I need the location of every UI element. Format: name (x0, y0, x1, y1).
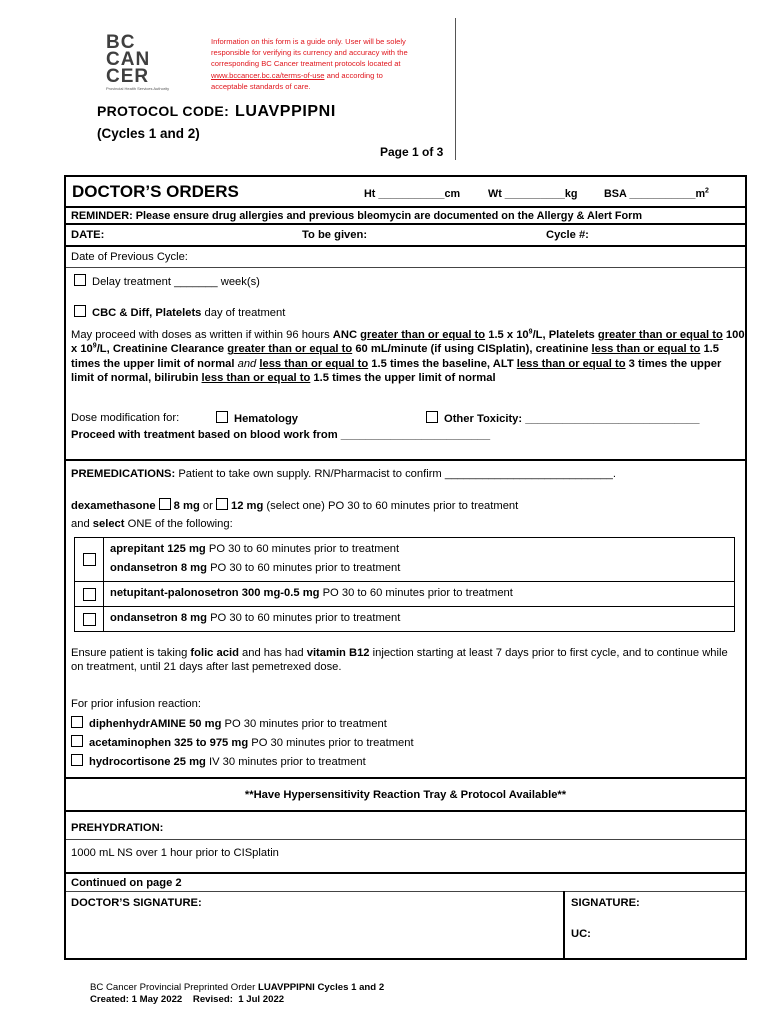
checkbox-icon[interactable] (74, 274, 86, 286)
uc-label[interactable]: UC: (571, 928, 591, 940)
doctors-orders-form (64, 175, 747, 960)
continued-note: Continued on page 2 (71, 877, 182, 889)
signature-label[interactable]: SIGNATURE: (571, 897, 640, 909)
antiemetic-option[interactable]: netupitant-palonosetron 300 mg-0.5 mg PO 30 to 60 minutes prior to treatment (75, 581, 734, 606)
checkbox-icon[interactable] (426, 411, 438, 423)
checkbox-icon[interactable] (74, 305, 86, 317)
header-divider (455, 18, 456, 160)
protocol-code-value: LUAVPPIPNI (235, 103, 336, 120)
height-field[interactable]: Ht ___________cm (364, 188, 461, 200)
disclaimer-line: Information on this form is a guide only. User will be solely (211, 37, 406, 46)
footer (90, 982, 384, 1006)
folic-acid-instruction: Ensure patient is taking folic acid and has had vitamin B12 injection starting at least 7 days prior to first cycle, and to continue while on treatment, until 21 days after last pemetrexed dose. (71, 647, 728, 674)
logo-subtitle: Provincial Health Services Authority (106, 86, 170, 91)
hematology-option[interactable]: Hematology (216, 411, 298, 426)
footer-line-1: BC Cancer Provincial Preprinted Order LUAVPPIPNI Cycles 1 and 2 (90, 982, 385, 993)
disclaimer-line: acceptable standards of care. (211, 81, 311, 91)
logo-line-1: BC (106, 32, 136, 53)
delay-treatment-option[interactable]: Delay treatment _______ week(s) (74, 274, 260, 289)
weight-field[interactable]: Wt __________kg (488, 188, 578, 200)
checkbox-icon[interactable] (71, 716, 83, 728)
cbc-option[interactable]: CBC & Diff, Platelets day of treatment (74, 305, 285, 320)
antiemetic-option[interactable]: ondansetron 8 mg PO 30 to 60 minutes prior to treatment (75, 606, 734, 631)
doctor-signature-label[interactable]: DOCTOR’S SIGNATURE: (71, 897, 202, 909)
select-one-label: and select ONE of the following: (71, 518, 233, 530)
checkbox-icon[interactable] (216, 498, 228, 510)
prior-infusion-label: For prior infusion reaction: (71, 698, 201, 710)
checkbox-icon[interactable] (159, 498, 171, 510)
bsa-field[interactable]: BSA $\_\_\_\_\_\_\_\_\_\_\_m^2$ (604, 187, 709, 200)
previous-cycle-label[interactable]: Date of Previous Cycle: (71, 251, 188, 263)
form-title: DOCTOR’S ORDERS (72, 182, 239, 201)
checkbox-icon[interactable] (216, 411, 228, 423)
disclaimer-line: www.bccancer.bc.ca/terms-of-use and according to (211, 70, 383, 80)
checkbox-icon[interactable] (83, 588, 96, 601)
signature-divider (563, 891, 565, 958)
dose-modification-label: Dose modification for: (71, 412, 180, 424)
reminder: REMINDER: Please ensure drug allergies and previous bleomycin are documented on the Allergy & Alert Form (71, 210, 643, 222)
footer-line-2: Created: 1 May 2022 Revised: 1 Jul 2022 (90, 994, 285, 1005)
antiemetic-option[interactable]: aprepitant 125 mg PO 30 to 60 minutes prior to treatment ondansetron 8 mg PO 30 to 60 minutes prior to treatment (75, 538, 734, 581)
infusion-option[interactable]: acetaminophen 325 to 975 mg PO 30 minutes prior to treatment (71, 735, 414, 750)
to-be-given-label[interactable]: To be given: (302, 229, 368, 241)
terms-link[interactable]: www.bccancer.bc.ca/terms-of-use (211, 70, 325, 80)
disclaimer-line: responsible for verifying its currency and accuracy with the (211, 48, 408, 58)
protocol-code: PROTOCOL CODE: LUAVPPIPNI (97, 103, 336, 120)
bc-cancer-logo (106, 34, 176, 91)
prehydration-text: 1000 mL NS over 1 hour prior to CISplatin (71, 847, 279, 859)
other-toxicity-option[interactable]: Other Toxicity: ____________________________ (426, 411, 699, 426)
prehydration-label: PREHYDRATION: (71, 822, 164, 834)
cycles-label: (Cycles 1 and 2) (97, 126, 200, 141)
date-label[interactable]: DATE: (71, 229, 105, 241)
hypersensitivity-notice: **Have Hypersensitivity Reaction Tray & Protocol Available** (244, 789, 567, 801)
checkbox-icon[interactable] (71, 735, 83, 747)
page-number: Page 1 of 3 (380, 145, 444, 159)
checkbox-icon[interactable] (83, 613, 96, 626)
logo-line-2: CAN (106, 49, 151, 70)
disclaimer-line: corresponding BC Cancer treatment protocols located at (211, 59, 401, 69)
logo-line-3: CER (106, 66, 150, 87)
proceed-blood-work[interactable]: Proceed with treatment based on blood work from ________________________ (71, 429, 491, 441)
antiemetic-table (74, 537, 735, 632)
dexamethasone-option[interactable]: dexamethasone 8 mg or 12 mg (select one) PO 30 to 60 minutes prior to treatment (71, 500, 519, 512)
premedications-header: PREMEDICATIONS: Patient to take own supply. RN/Pharmacist to confirm ___________________________. (71, 468, 616, 480)
infusion-option[interactable]: diphenhydrAMINE 50 mg PO 30 minutes prior to treatment (71, 716, 387, 731)
proceed-criteria: May proceed with doses as written if within 96 hours ANC greater than or equal to 1.5 x $10^9/L$, Platelets greater than or equal to 100 x $10^9/L$, Creatinine Clearance greater than or equal to 60 mL/minute (if using CISplatin), creatinine less than or equal to 1.5 times the upper limit of normal and less than or equal to 1.5 times the baseline, ALT less than or equal to 3 times the upper limit of normal, bilirubin less than or equal to 1.5 times the upper limit of normal (71, 328, 745, 385)
checkbox-icon[interactable] (71, 754, 83, 766)
infusion-option[interactable]: hydrocortisone 25 mg IV 30 minutes prior to treatment (71, 754, 366, 769)
disclaimer (211, 36, 451, 92)
checkbox-icon[interactable] (83, 553, 96, 566)
cycle-label[interactable]: Cycle #: (546, 229, 589, 241)
